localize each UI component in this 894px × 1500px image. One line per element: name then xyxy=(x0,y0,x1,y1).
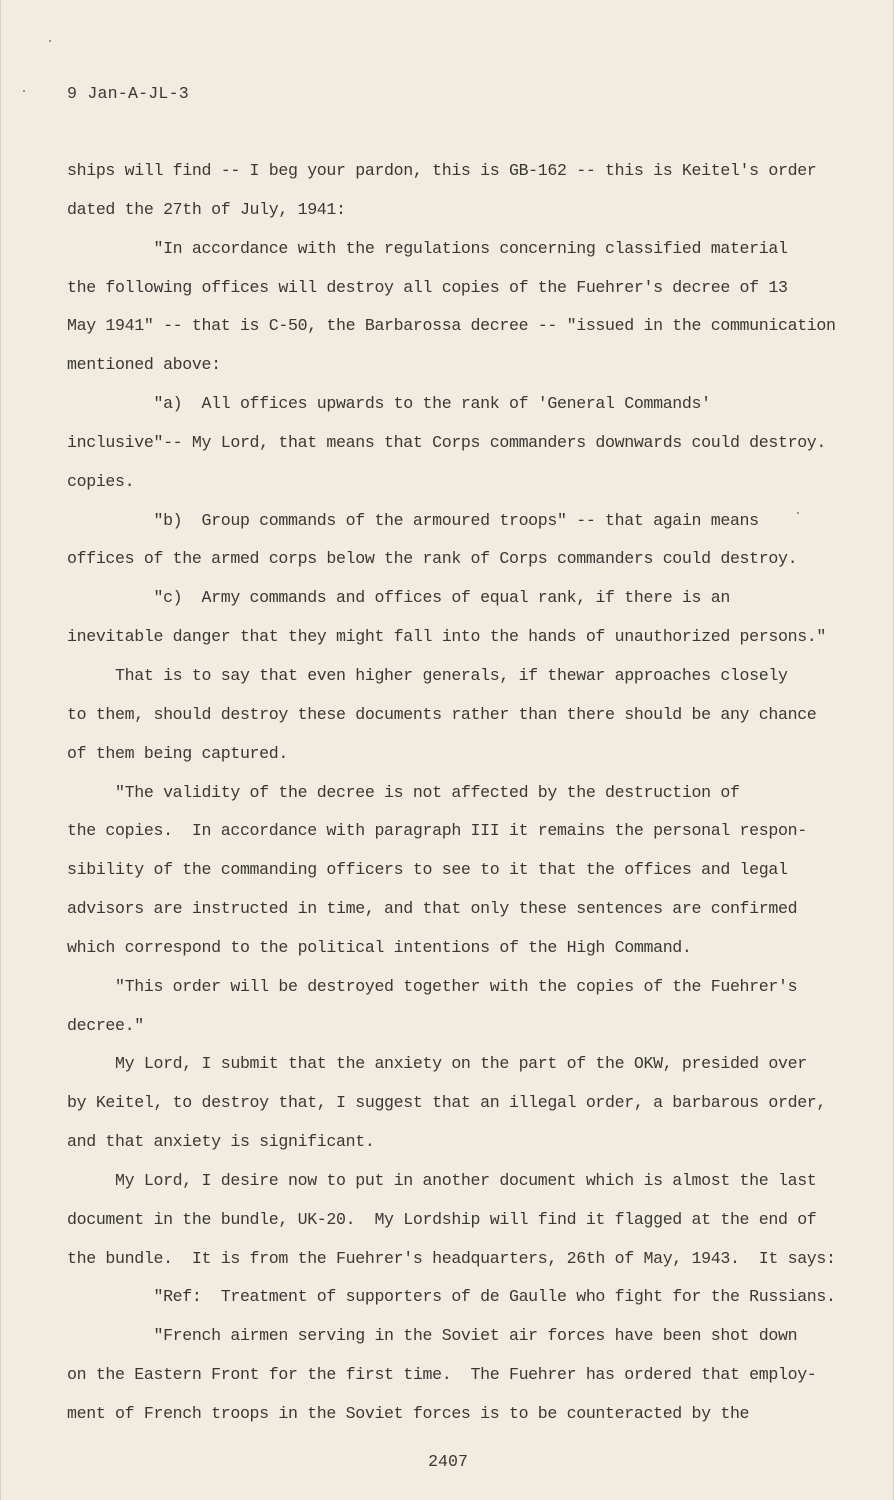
text-line: "a) All offices upwards to the rank of 'General Commands' xyxy=(67,394,711,414)
text-line: on the Eastern Front for the first time. The Fuehrer has ordered that employ- xyxy=(67,1365,817,1385)
text-line: sibility of the commanding officers to see to it that the offices and legal xyxy=(67,860,788,880)
text-line: "The validity of the decree is not affected by the destruction of xyxy=(67,782,740,802)
text-line: offices of the armed corps below the rank of Corps commanders could destroy. xyxy=(67,549,798,569)
paper-speck xyxy=(23,90,25,92)
text-line: "This order will be destroyed together with the copies of the Fuehrer's xyxy=(67,976,798,996)
text-line: "b) Group commands of the armoured troops" -- that again means xyxy=(67,510,759,530)
text-line: "c) Army commands and offices of equal rank, if there is an xyxy=(67,588,730,608)
text-line: advisors are instructed in time, and that only these sentences are confirmed xyxy=(67,899,798,919)
document-reference-code: 9 Jan-A-JL-3 xyxy=(67,84,189,103)
text-line: mentioned above: xyxy=(67,355,221,375)
text-line: inevitable danger that they might fall into the hands of unauthorized persons." xyxy=(67,627,827,647)
text-line: the following offices will destroy all copies of the Fuehrer's decree of 13 xyxy=(67,277,788,297)
text-line: the bundle. It is from the Fuehrer's headquarters, 26th of May, 1943. It says: xyxy=(67,1248,836,1268)
text-line: "In accordance with the regulations concerning classified material xyxy=(67,238,788,258)
transcript-body xyxy=(67,152,842,1434)
text-line: and that anxiety is significant. xyxy=(67,1132,375,1152)
text-line: inclusive"-- My Lord, that means that Corps commanders downwards could destroy. xyxy=(67,432,827,452)
text-line: of them being captured. xyxy=(67,743,288,763)
text-line: ment of French troops in the Soviet forces is to be counteracted by the xyxy=(67,1404,750,1423)
text-line: That is to say that even higher generals, if thewar approaches closely xyxy=(67,665,788,685)
page-number: 2407 xyxy=(428,1452,468,1471)
text-line: "Ref: Treatment of supporters of de Gaulle who fight for the Russians. xyxy=(67,1287,836,1307)
text-line: the copies. In accordance with paragraph III it remains the personal respon- xyxy=(67,821,807,841)
text-line: ships will find -- I beg your pardon, this is GB-162 -- this is Keitel's order xyxy=(67,161,817,180)
text-line: copies. xyxy=(67,471,135,491)
text-line: "French airmen serving in the Soviet air forces have been shot down xyxy=(67,1326,798,1346)
text-line: dated the 27th of July, 1941: xyxy=(67,199,346,219)
paper-speck xyxy=(49,40,51,42)
text-line: to them, should destroy these documents rather than there should be any chance xyxy=(67,704,817,724)
text-line: My Lord, I desire now to put in another document which is almost the last xyxy=(67,1170,817,1190)
text-line: document in the bundle, UK-20. My Lordship will find it flagged at the end of xyxy=(67,1209,817,1229)
text-line: by Keitel, to destroy that, I suggest that an illegal order, a barbarous order, xyxy=(67,1093,827,1113)
text-line: May 1941" -- that is C-50, the Barbarossa decree -- "issued in the communication xyxy=(67,316,836,336)
text-line: My Lord, I submit that the anxiety on the part of the OKW, presided over xyxy=(67,1054,807,1074)
text-line: which correspond to the political intentions of the High Command. xyxy=(67,937,692,957)
text-line: decree." xyxy=(67,1015,144,1035)
